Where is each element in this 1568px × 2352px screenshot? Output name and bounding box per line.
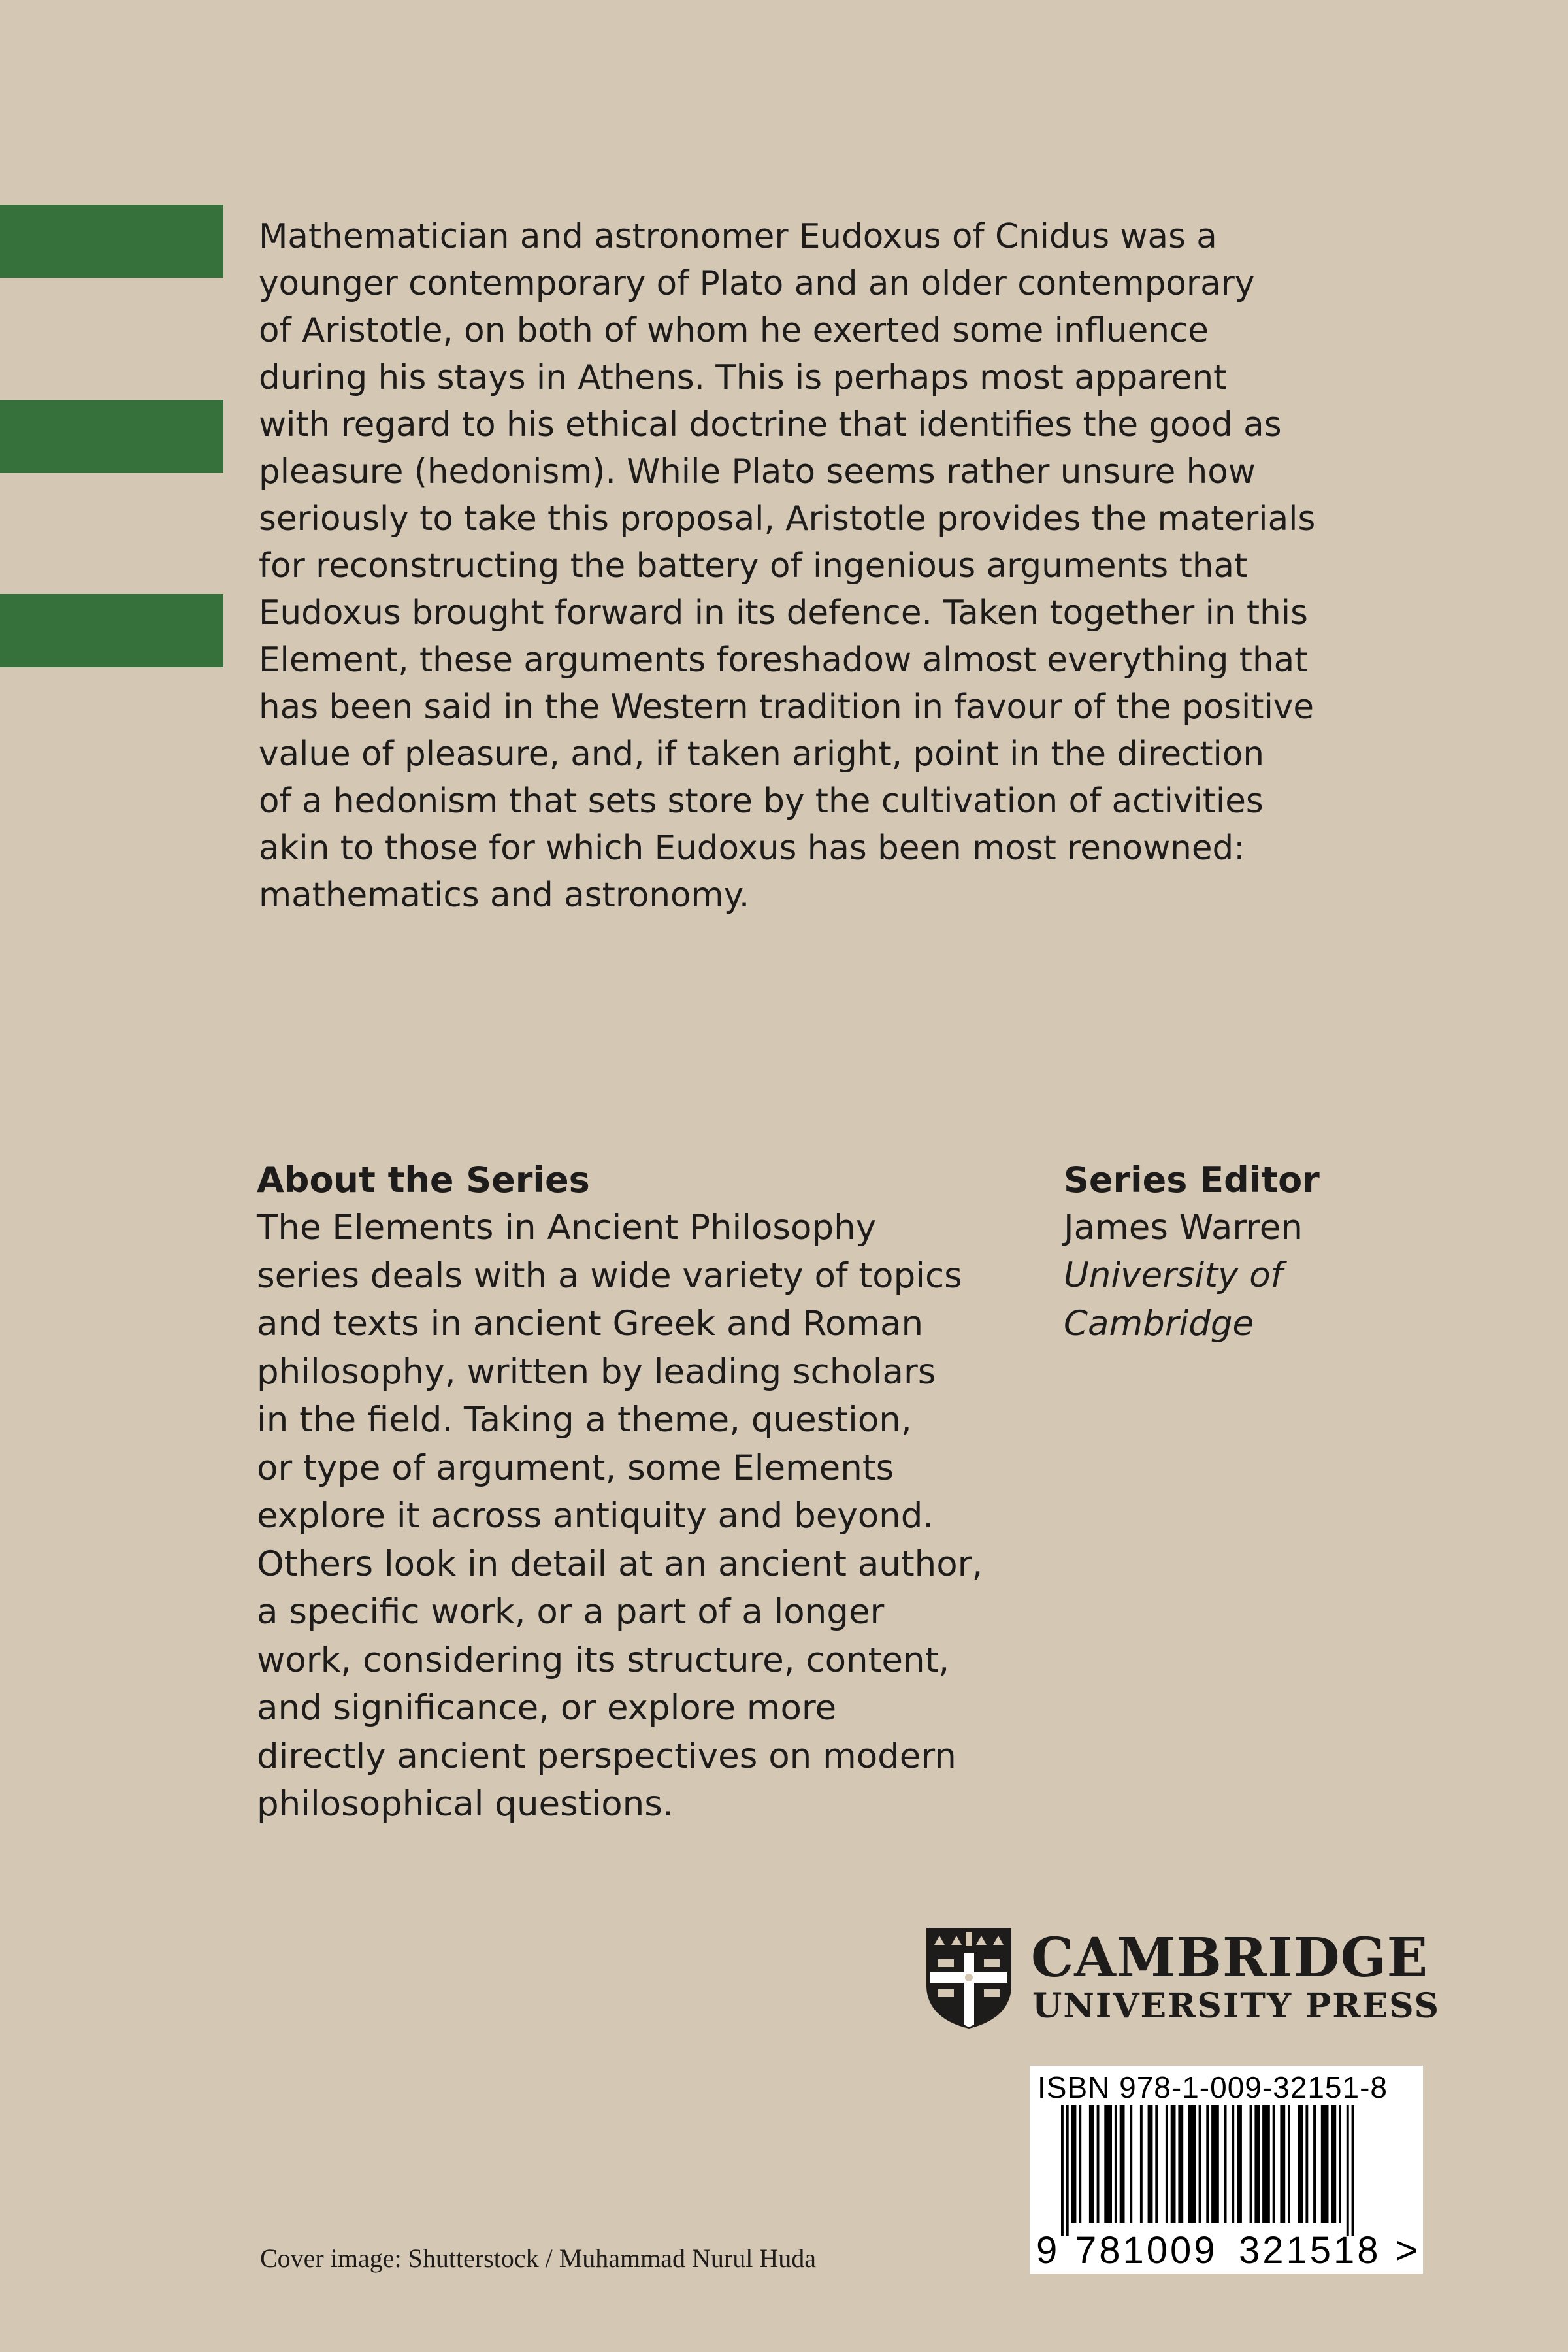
green-accent-bar-top (0, 205, 223, 278)
barcode-bars-icon (1030, 2105, 1423, 2236)
about-line: The Elements in Ancient Philosophy (257, 1208, 877, 1248)
about-line: a specific work, or a part of a longer (257, 1592, 885, 1632)
about-line: directly ancient perspectives on modern (257, 1736, 956, 1776)
isbn-barcode (1030, 2066, 1423, 2274)
about-line: or type of argument, some Elements (257, 1448, 894, 1488)
book-blurb (259, 213, 1409, 919)
cover-image-credit: Cover image: Shutterstock / Muhammad Nurul Huda (260, 2244, 816, 2273)
blurb-line: has been said in the Western tradition in favour of the positive (259, 687, 1315, 727)
about-line: and texts in ancient Greek and Roman (257, 1304, 924, 1344)
blurb-line: of a hedonism that sets store by the cultivation of activities (259, 782, 1264, 821)
blurb-line: of Aristotle, on both of whom he exerted some influence (259, 311, 1209, 350)
about-series-text (257, 1204, 1041, 1829)
blurb-line: with regard to his ethical doctrine that identifies the good as (259, 405, 1282, 444)
series-editor-affiliation (1064, 1251, 1282, 1348)
blurb-line: pleasure (hedonism). While Plato seems rather unsure how (259, 452, 1256, 491)
blurb-line: mathematics and astronomy. (259, 876, 750, 915)
blurb-line: Eudoxus brought forward in its defence. Taken together in this (259, 593, 1308, 633)
blurb-line: akin to those for which Eudoxus has been most renowned: (259, 829, 1245, 868)
publisher-name: CAMBRIDGE (1031, 1927, 1429, 1989)
about-line: Others look in detail at an ancient author, (257, 1544, 983, 1584)
about-line: series deals with a wide variety of topics (257, 1255, 962, 1296)
about-line: philosophical questions. (257, 1784, 674, 1824)
blurb-line: seriously to take this proposal, Aristotle provides the materials (259, 499, 1316, 538)
about-line: explore it across antiquity and beyond. (257, 1496, 934, 1536)
green-accent-bar-middle (0, 400, 223, 473)
about-line: in the field. Taking a theme, question, (257, 1400, 912, 1440)
barcode-digits (1030, 2229, 1423, 2274)
barcode-arrow: > (1396, 2229, 1418, 2272)
blurb-line: during his stays in Athens. This is perhaps most apparent (259, 358, 1227, 397)
isbn-label: ISBN 978-1-009-32151-8 (1037, 2070, 1388, 2104)
about-line: and significance, or explore more (257, 1688, 837, 1728)
about-line: work, considering its structure, content, (257, 1640, 950, 1680)
barcode-digits-left: 781009 (1075, 2229, 1218, 2272)
affiliation-line: University of (1064, 1255, 1283, 1295)
affiliation-line: Cambridge (1064, 1303, 1254, 1344)
barcode-digits-right: 321518 (1239, 2229, 1381, 2272)
publisher-logo (924, 1925, 1441, 2030)
blurb-line: Mathematician and astronomer Eudoxus of Cnidus was a (259, 217, 1217, 256)
publisher-subtitle: UNIVERSITY PRESS (1032, 1986, 1441, 2026)
about-series-heading: About the Series (257, 1159, 590, 1201)
blurb-line: value of pleasure, and, if taken aright, point in the direction (259, 735, 1265, 774)
series-editor-name: James Warren (1064, 1208, 1303, 1248)
about-line: philosophy, written by leading scholars (257, 1351, 936, 1392)
series-editor-heading: Series Editor (1064, 1159, 1320, 1201)
blurb-line: Element, these arguments foreshadow almost everything that (259, 640, 1308, 680)
barcode-digit-first: 9 (1036, 2229, 1058, 2272)
university-crest-icon (924, 1925, 1014, 2030)
blurb-line: for reconstructing the battery of ingenious arguments that (259, 546, 1248, 586)
blurb-line: younger contemporary of Plato and an older contemporary (259, 264, 1255, 303)
green-accent-bar-bottom (0, 594, 223, 667)
